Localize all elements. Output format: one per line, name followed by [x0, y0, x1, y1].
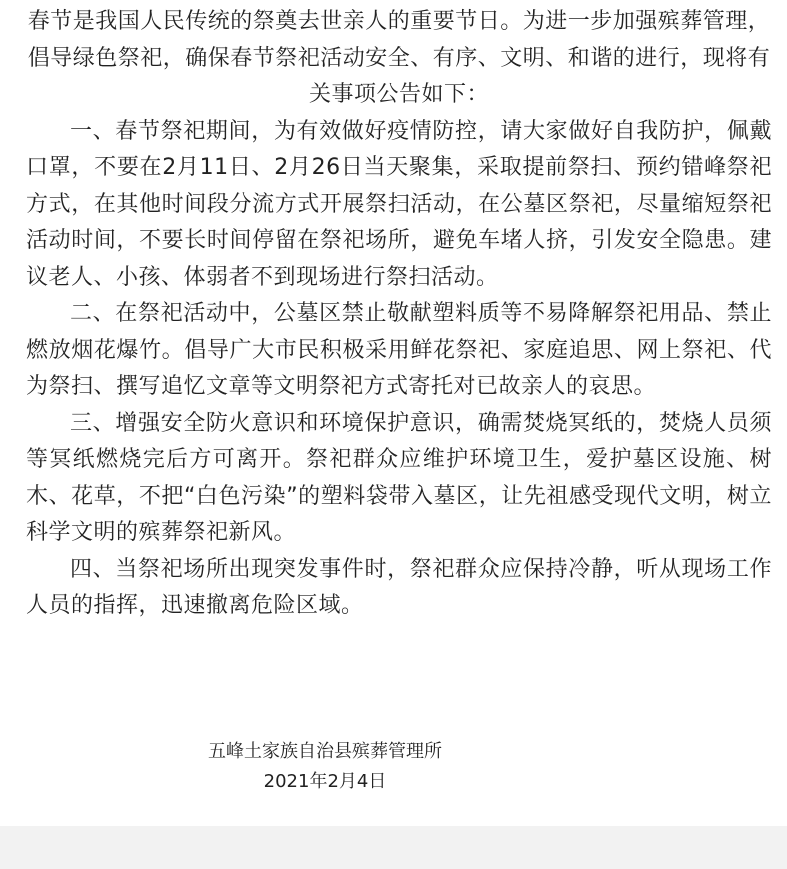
notice-intro: 春节是我国人民传统的祭奠去世亲人的重要节日。为进一步加强殡葬管理，倡导绿色祭祀，确保春节祭祀活动安全、有序、文明、和谐的进行，现将有关事项公告如下： [27, 9, 771, 107]
signature-date: 2021年2月4日 [263, 771, 387, 792]
notice-item-3: 三、增强安全防火意识和环境保护意识，确需焚烧冥纸的，焚烧人员须等冥纸燃烧完后方可离开。祭祀群众应维护环境卫生，爱护墓区设施、树木、花草，不把“白色污染”的塑料袋带入墓区，让先祖感受现代文明，树立科学文明的殡葬祭祀新风。 [26, 410, 772, 545]
notice-item-4: 四、当祭祀场所出现突发事件时，祭祀群众应保持冷静，听从现场工作人员的指挥，迅速撤离危险区域。 [26, 556, 772, 618]
notice-item-2: 二、在祭祀活动中，公墓区禁止敬献塑料质等不易降解祭祀用品、禁止燃放烟花爆竹。倡导广大市民积极采用鲜花祭祀、家庭追思、网上祭祀、代为祭扫、撰写追忆文章等文明祭祀方式寄托对已故亲人的哀思。 [26, 301, 772, 399]
signature-organization: 五峰土家族自治县殡葬管理所 [208, 741, 442, 762]
notice-item-1: 一、春节祭祀期间，为有效做好疫情防控，请大家做好自我防护，佩戴口罩，不要在2月11日、2月26日当天聚集，采取提前祭扫、预约错峰祭祀方式，在其他时间段分流方式开展祭扫活动，在公墓区祭祀，尽量缩短祭祀活动时间，不要长时间停留在祭祀场所，避免车堵人挤，引发安全隐患。建议老人、小孩、体弱者不到现场进行祭扫活动。 [26, 118, 772, 290]
footer-band [0, 826, 787, 869]
notice-article [26, 0, 772, 625]
